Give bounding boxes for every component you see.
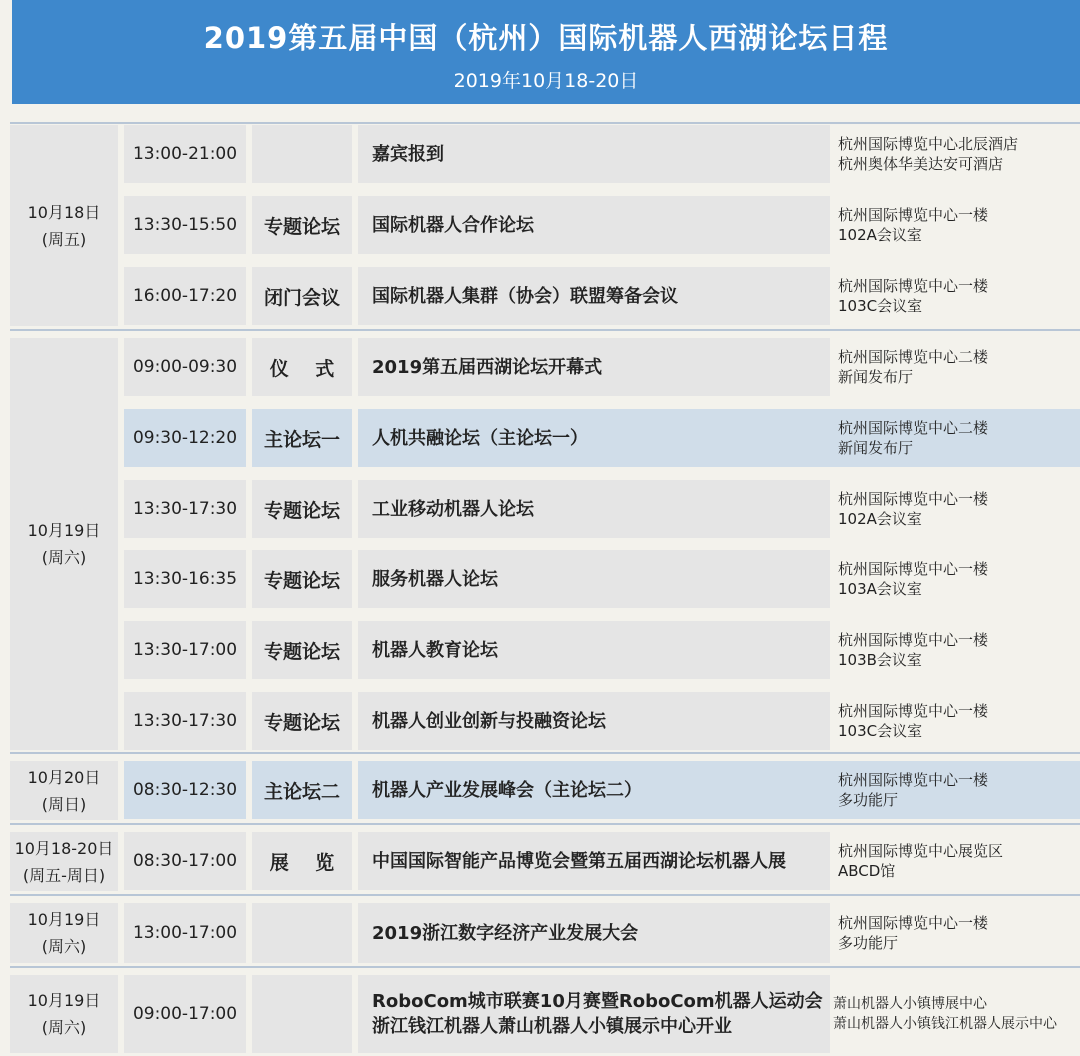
date-cell (10, 338, 118, 750)
weekday-text: (周日) (41, 794, 87, 814)
time-cell: 13:30-17:00 (124, 621, 246, 679)
venue-line-1: 杭州国际博览中心一楼 (838, 490, 989, 508)
event-name: 工业移动机器人论坛 (372, 498, 534, 520)
venue-line-1: 杭州国际博览中心一楼 (838, 771, 989, 789)
event-name: 国际机器人集群（协会）联盟筹备会议 (372, 285, 678, 307)
type-cell: 主论坛一 (252, 409, 352, 467)
venue-cell (838, 761, 1080, 819)
venue-cell (838, 196, 1080, 254)
venue-line-1: 杭州国际博览中心一楼 (838, 702, 989, 720)
schedule-header (12, 0, 1080, 104)
schedule-title: 2019第五届中国（杭州）国际机器人西湖论坛日程 (203, 21, 889, 55)
event-name: 服务机器人论坛 (372, 568, 498, 590)
time-cell: 16:00-17:20 (124, 267, 246, 325)
venue-line-2: 102A会议室 (838, 510, 922, 528)
venue-cell (838, 480, 1080, 538)
venue-cell (838, 692, 1080, 750)
time-cell: 08:30-12:30 (124, 761, 246, 819)
event-cell (358, 903, 830, 963)
venue-line-1: 杭州国际博览中心北辰酒店 (838, 135, 1019, 153)
venue-cell (838, 832, 1080, 890)
time-cell: 13:00-17:00 (124, 903, 246, 963)
type-cell (252, 903, 352, 963)
type-cell: 专题论坛 (252, 550, 352, 608)
type-cell: 专题论坛 (252, 692, 352, 750)
event-cell (358, 338, 830, 396)
venue-cell (838, 125, 1080, 183)
type-cell: 闭门会议 (252, 267, 352, 325)
venue-line-2: 多功能厅 (838, 791, 899, 809)
group-divider (10, 329, 1080, 331)
date-cell (10, 903, 118, 963)
event-cell (358, 832, 830, 890)
venue-line-1: 杭州国际博览中心一楼 (838, 631, 989, 649)
venue-cell (838, 621, 1080, 679)
weekday-text: (周六) (41, 1018, 87, 1037)
date-text: 10月19日 (27, 521, 101, 540)
type-cell: 仪 式 (252, 338, 352, 396)
date-text: 10月19日 (27, 910, 101, 929)
venue-line-2: 杭州奥体华美达安可酒店 (838, 155, 1004, 173)
time-cell: 13:30-17:30 (124, 692, 246, 750)
event-name: 中国国际智能产品博览会暨第五届西湖论坛机器人展 (372, 850, 786, 872)
venue-line-2: 萧山机器人小镇钱江机器人展示中心 (833, 1016, 1057, 1032)
venue-cell (838, 338, 1080, 396)
schedule-subtitle: 2019年10月18-20日 (453, 70, 639, 92)
time-cell: 13:00-21:00 (124, 125, 246, 183)
event-name: 2019第五届西湖论坛开幕式 (372, 356, 603, 378)
event-cell (358, 975, 830, 1053)
event-cell (358, 196, 830, 254)
type-cell: 专题论坛 (252, 196, 352, 254)
venue-line-2: 多功能厅 (838, 934, 899, 952)
time-cell: 09:00-09:30 (124, 338, 246, 396)
venue-line-1: 杭州国际博览中心二楼 (838, 348, 989, 366)
date-text: 10月20日 (27, 767, 101, 787)
event-name: 机器人创业创新与投融资论坛 (372, 710, 606, 732)
date-cell (10, 761, 118, 820)
event-cell (358, 550, 830, 608)
venue-line-1: 萧山机器人小镇博展中心 (833, 996, 987, 1012)
time-cell: 09:30-12:20 (124, 409, 246, 467)
venue-cell (838, 409, 1080, 467)
venue-line-2: 新闻发布厅 (838, 368, 914, 386)
venue-cell (838, 267, 1080, 325)
venue-line-2: 103C会议室 (838, 297, 923, 315)
date-text: 10月18-20日 (14, 838, 114, 858)
event-name: 国际机器人合作论坛 (372, 214, 534, 236)
venue-line-2: ABCD馆 (838, 862, 896, 880)
time-cell: 08:30-17:00 (124, 832, 246, 890)
event-cell (358, 267, 830, 325)
event-name: 机器人教育论坛 (372, 639, 498, 661)
event-cell (358, 480, 830, 538)
date-text: 10月18日 (27, 202, 101, 222)
venue-line-2: 103B会议室 (838, 651, 922, 669)
event-cell (358, 621, 830, 679)
event-name: 机器人产业发展峰会（主论坛二） (372, 779, 642, 801)
venue-cell (838, 550, 1080, 608)
event-name: 人机共融论坛（主论坛一） (372, 427, 588, 449)
event-name: RoboCom城市联赛10月赛暨RoboCom机器人运动会 (372, 991, 823, 1012)
event-cell (358, 692, 830, 750)
venue-line-2: 新闻发布厅 (838, 439, 914, 457)
event-name: 嘉宾报到 (372, 143, 444, 165)
type-cell (252, 975, 352, 1053)
group-divider (10, 122, 1080, 124)
weekday-text: (周五-周日) (22, 865, 106, 885)
venue-line-1: 杭州国际博览中心展览区 (838, 842, 1004, 860)
date-cell (10, 832, 118, 891)
venue-line-1: 杭州国际博览中心二楼 (838, 419, 989, 437)
type-cell: 专题论坛 (252, 480, 352, 538)
type-cell: 主论坛二 (252, 761, 352, 819)
date-cell (10, 125, 118, 326)
group-divider (10, 752, 1080, 754)
event-cell (358, 125, 830, 183)
venue-line-1: 杭州国际博览中心一楼 (838, 560, 989, 578)
venue-line-2: 102A会议室 (838, 226, 922, 244)
type-cell: 专题论坛 (252, 621, 352, 679)
group-divider (10, 894, 1080, 896)
type-cell: 展 览 (252, 832, 352, 890)
time-cell: 13:30-16:35 (124, 550, 246, 608)
date-cell (10, 975, 118, 1053)
venue-line-1: 杭州国际博览中心一楼 (838, 277, 989, 295)
venue-cell (833, 975, 1080, 1053)
date-text: 10月19日 (27, 991, 101, 1010)
weekday-text: (周六) (41, 937, 87, 956)
venue-line-1: 杭州国际博览中心一楼 (838, 914, 989, 932)
time-cell: 09:00-17:00 (124, 975, 246, 1053)
type-cell (252, 125, 352, 183)
group-divider (10, 966, 1080, 968)
event-name: 2019浙江数字经济产业发展大会 (372, 922, 639, 944)
event-name-line-2: 浙江钱江机器人萧山机器人小镇展示中心开业 (372, 1016, 732, 1037)
weekday-text: (周六) (41, 548, 87, 567)
venue-line-1: 杭州国际博览中心一楼 (838, 206, 989, 224)
weekday-text: (周五) (41, 229, 87, 249)
venue-cell (838, 903, 1080, 963)
venue-line-2: 103C会议室 (838, 722, 923, 740)
group-divider (10, 823, 1080, 825)
time-cell: 13:30-17:30 (124, 480, 246, 538)
time-cell: 13:30-15:50 (124, 196, 246, 254)
venue-line-2: 103A会议室 (838, 580, 922, 598)
